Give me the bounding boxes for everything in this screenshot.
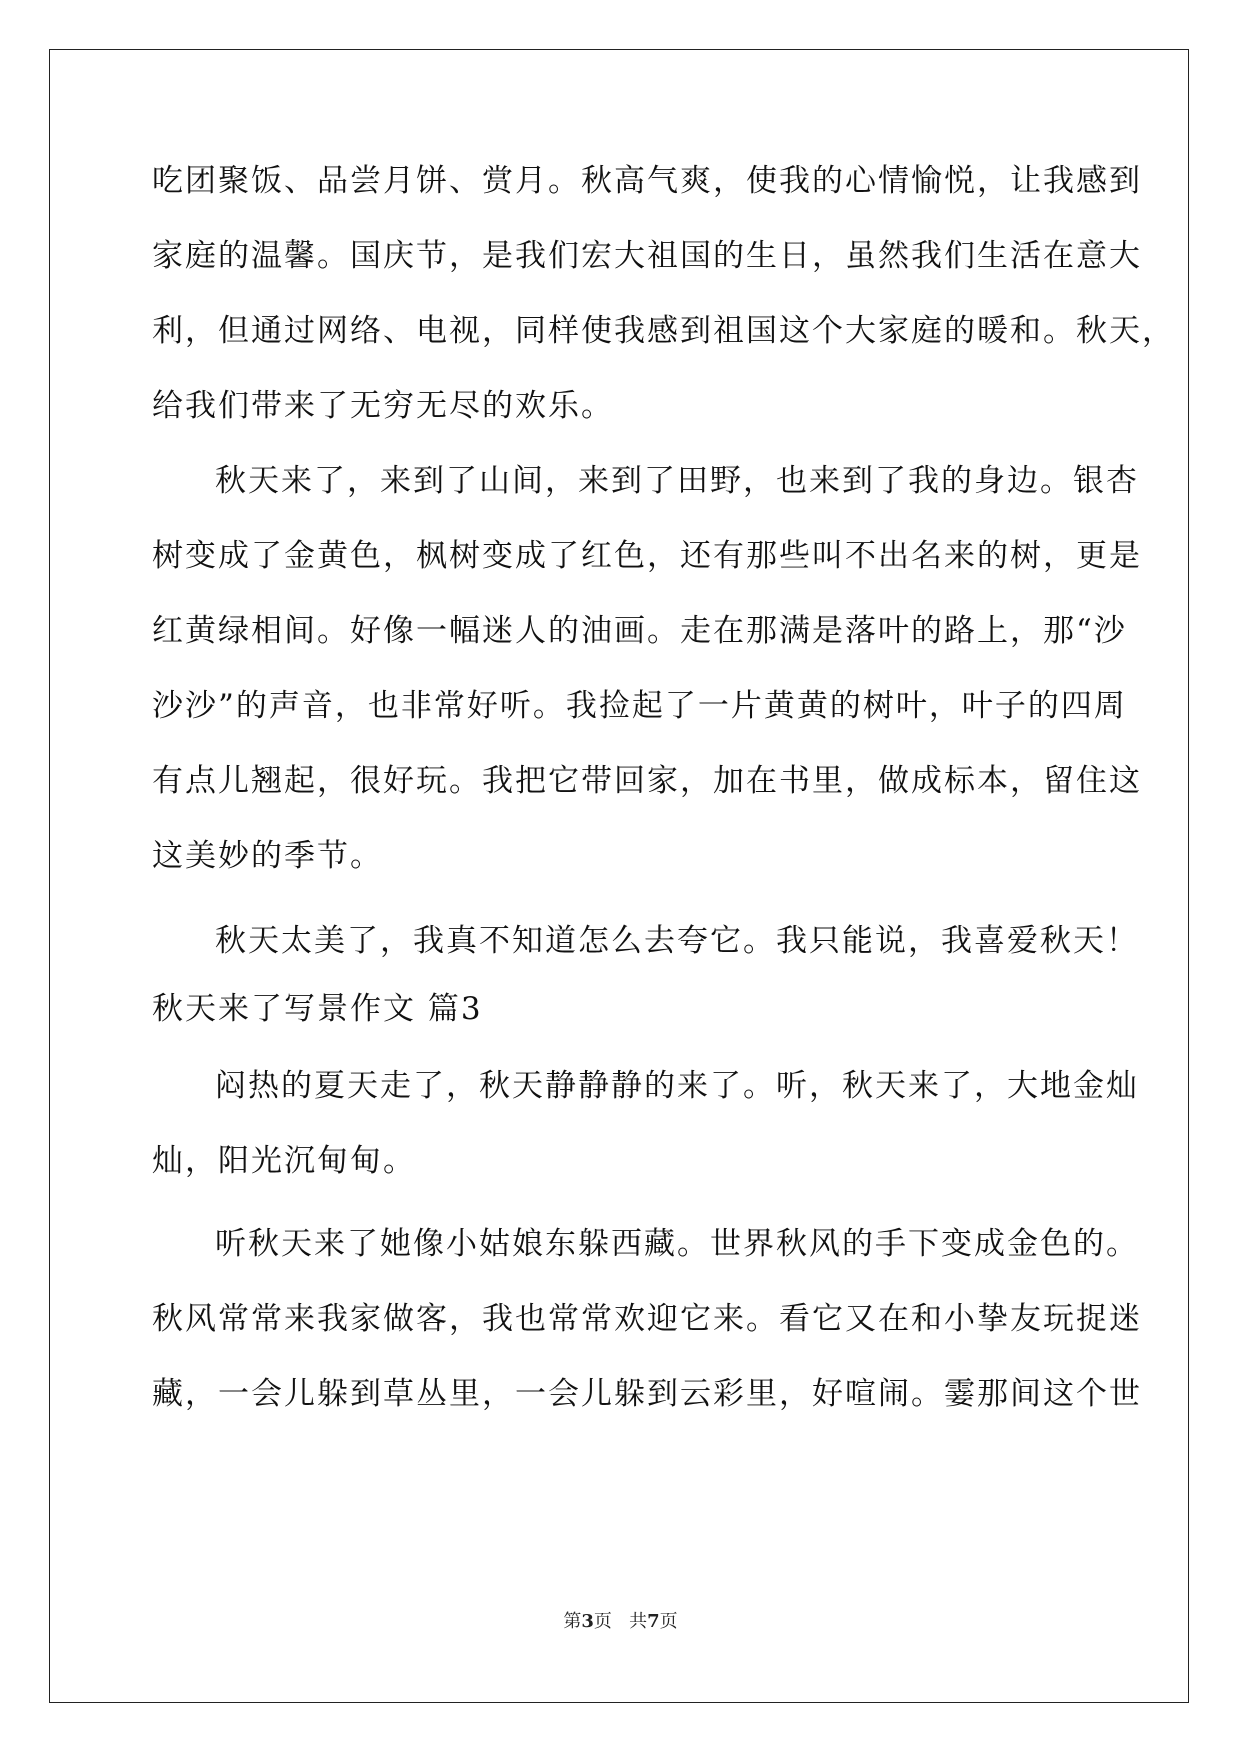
page-prefix: 第: [563, 1611, 582, 1632]
page-footer: [0, 1610, 1241, 1634]
paragraph-start-line: 秋天来了，来到了山间，来到了田野，也来到了我的身边。银杏: [215, 463, 1139, 499]
section-heading: 秋天来了写景作文 篇3: [152, 991, 483, 1027]
text-line: 沙沙”的声音，也非常好听。我捡起了一片黄黄的树叶，叶子的四周: [152, 688, 1127, 724]
text-line: 藏，一会儿躲到草丛里，一会儿躲到云彩里，好喧闹。霎那间这个世: [152, 1376, 1142, 1412]
paragraph-start-line: 秋天太美了，我真不知道怎么去夸它。我只能说，我喜爱秋天！: [215, 923, 1139, 959]
text-line: 树变成了金黄色，枫树变成了红色，还有那些叫不出名来的树，更是: [152, 538, 1142, 574]
text-line: 利，但通过网络、电视，同样使我感到祖国这个大家庭的暖和。秋天，: [152, 313, 1175, 349]
text-line: 红黄绿相间。好像一幅迷人的油画。走在那满是落叶的路上，那“沙: [152, 613, 1127, 649]
total-suffix: 页: [659, 1611, 678, 1632]
paragraph-start-line: 闷热的夏天走了，秋天静静静的来了。听，秋天来了，大地金灿: [215, 1068, 1139, 1104]
paragraph-start-line: 听秋天来了她像小姑娘东躲西藏。世界秋风的手下变成金色的。: [215, 1226, 1139, 1262]
text-line: 有点儿翘起，很好玩。我把它带回家，加在书里，做成标本，留住这: [152, 763, 1142, 799]
page-number: 3: [581, 1611, 594, 1632]
text-line: 给我们带来了无穷无尽的欢乐。: [152, 388, 614, 424]
text-line: 吃团聚饭、品尝月饼、赏月。秋高气爽，使我的心情愉悦，让我感到: [152, 163, 1142, 199]
total-pages: 7: [647, 1611, 660, 1632]
text-line: 这美妙的季节。: [152, 838, 383, 874]
total-prefix: 共: [629, 1611, 648, 1632]
text-line: 家庭的温馨。国庆节，是我们宏大祖国的生日，虽然我们生活在意大: [152, 238, 1142, 274]
text-line: 灿，阳光沉甸甸。: [152, 1143, 416, 1179]
text-line: 秋风常常来我家做客，我也常常欢迎它来。看它又在和小挚友玩捉迷: [152, 1301, 1142, 1337]
page-suffix: 页: [593, 1611, 612, 1632]
